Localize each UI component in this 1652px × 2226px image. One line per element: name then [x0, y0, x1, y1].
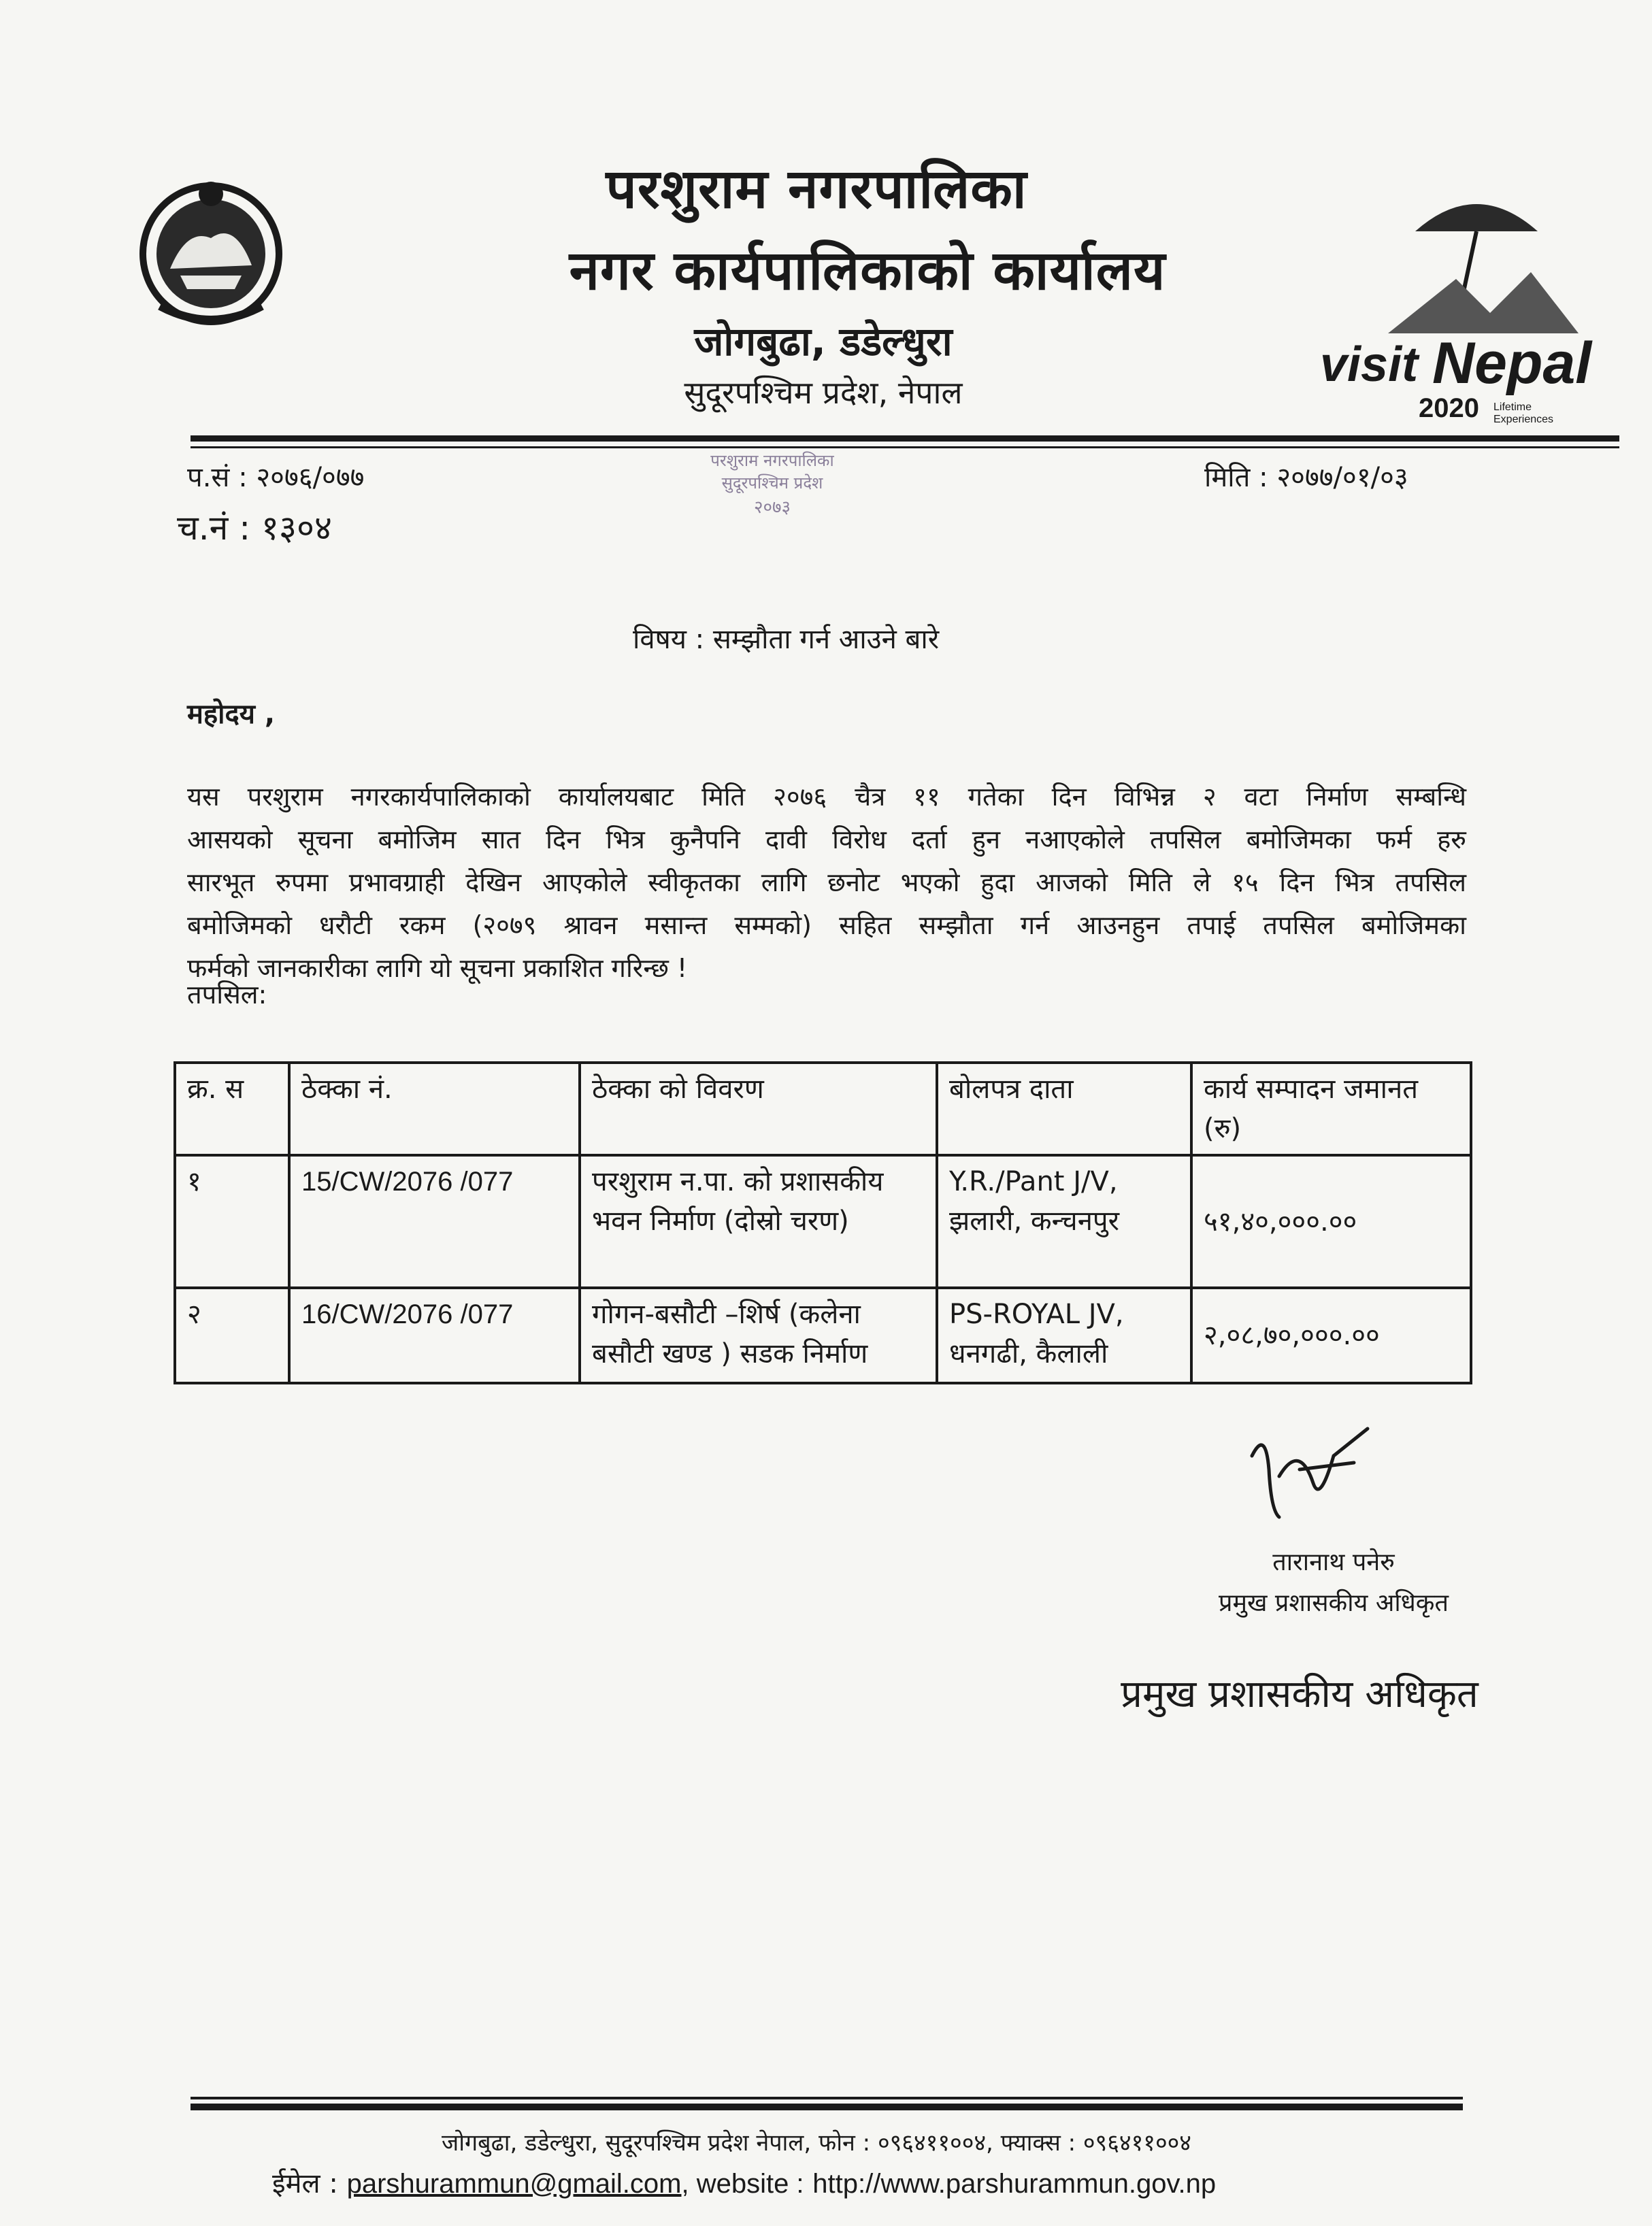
stamp-title: प्रमुख प्रशासकीय अधिकृत: [1121, 1672, 1478, 1716]
header-sn: क्र. स: [175, 1063, 289, 1155]
cell-bidder: PS-ROYAL JV, धनगढी, कैलाली: [937, 1288, 1191, 1383]
office-name: नगर कार्यपालिकाको कार्यालय: [569, 239, 1166, 302]
cell-sn: १: [175, 1155, 289, 1288]
cell-bidder: Y.R./Pant J/V, झलारी, कन्चनपुर: [937, 1155, 1191, 1288]
header-rule: [191, 435, 1619, 442]
logo-tagline: Lifetime Experiences: [1493, 401, 1554, 425]
cell-contract-no: 15/CW/2076 /077: [289, 1155, 580, 1288]
address-line-1: जोगबुढा, डडेल्धुरा: [694, 318, 953, 365]
body-paragraph: [187, 776, 1466, 990]
cell-description: गोगन-बसौटी –शिर्ष (कलेना बसौटी खण्ड ) सडक निर्माण: [580, 1288, 937, 1383]
header-contract-no: ठेक्का नं.: [289, 1063, 580, 1155]
nepal-emblem-icon: [133, 173, 289, 330]
body-line: फर्मको जानकारीका लागि यो सूचना प्रकाशित गरिन्छ !: [187, 953, 688, 983]
footer-contact: [272, 2163, 1388, 2201]
annex-label: तपसिल:: [187, 980, 267, 1010]
letter-date: मिति : २०७७/०१/०३: [1204, 462, 1408, 493]
table-row: [175, 1288, 1471, 1383]
body-line: बमोजिमको धरौटी रकम (२०७९ श्रावन मसान्त सम्मको) सहित सम्झौता गर्न आउनहुन तपाई तपसिल बमोजिमका: [187, 910, 1466, 940]
seal-year: २०७३: [753, 497, 791, 518]
visit-nepal-logo: [1320, 177, 1613, 435]
umbrella-mountain-icon: [1374, 177, 1579, 340]
footer-rule: [191, 2104, 1463, 2110]
fiscal-year: प.सं : २०७६/०७७: [187, 462, 365, 493]
email-label: ईमेल :: [272, 2168, 338, 2199]
table-row: [175, 1155, 1471, 1288]
seal-line-1: परशुराम नगरपालिका: [710, 451, 834, 470]
body-line: यस परशुराम नगरकार्यपालिकाको कार्यालयबाट मिति २०७६ चैत्र ११ गतेका दिन विभिन्न २ वटा निर्माण सम्बन्धि: [187, 782, 1466, 812]
header-rule-thin: [191, 446, 1619, 448]
salutation: महोदय ,: [187, 699, 276, 730]
body-line: सारभूत रुपमा प्रभावग्राही देखिन आएकोले स्वीकृतका लागि छनोट भएको हुदा आजको मिति ले १५ दिन भित्र तपसिल: [187, 867, 1466, 897]
cell-sn: २: [175, 1288, 289, 1383]
cell-amount: ५१,४०,०००.००: [1191, 1155, 1471, 1288]
contract-table: [174, 1061, 1472, 1384]
signature-mark: [1238, 1415, 1374, 1531]
dispatch-number: च.नं : १३०४: [177, 508, 333, 548]
header-bidder: बोलपत्र दाता: [937, 1063, 1191, 1155]
signatory-name: तारानाथ पनेरु: [1272, 1548, 1395, 1576]
website-link[interactable]: http://www.parshurammun.gov.np: [812, 2169, 1217, 2199]
footer-address: जोगबुढा, डडेल्धुरा, सुदूरपश्चिम प्रदेश नेपाल, फोन : ०९६४११००४, फ्याक्स : ०९६४११००४: [441, 2129, 1191, 2157]
footer-rule-thin: [191, 2097, 1463, 2099]
header-amount: कार्य सम्पादन जमानत (रु): [1191, 1063, 1471, 1155]
office-seal: [687, 422, 857, 544]
cell-contract-no: 16/CW/2076 /077: [289, 1288, 580, 1383]
website-label: , website :: [681, 2169, 804, 2199]
logo-year: 2020: [1419, 393, 1479, 423]
signatory-title: प्रमुख प्रशासकीय अधिकृत: [1219, 1589, 1449, 1617]
nepal-word: Nepal: [1432, 331, 1592, 396]
visit-word: visit: [1320, 337, 1419, 392]
header-description: ठेक्का को विवरण: [580, 1063, 937, 1155]
org-name: परशुराम नगरपालिका: [606, 157, 1027, 220]
table-header-row: [175, 1063, 1471, 1155]
address-line-2: सुदूरपश्चिम प्रदेश, नेपाल: [684, 374, 963, 411]
cell-amount: २,०८,७०,०००.००: [1191, 1288, 1471, 1383]
seal-line-2: सुदूरपश्चिम प्रदेश: [721, 474, 823, 493]
subject-line: विषय : सम्झौता गर्न आउने बारे: [633, 624, 940, 655]
cell-description: परशुराम न.पा. को प्रशासकीय भवन निर्माण (दोस्रो चरण): [580, 1155, 937, 1288]
body-line: आसयको सूचना बमोजिम सात दिन भित्र कुनैपनि दावी विरोध दर्ता हुन नआएकोले तपसिल बमोजिमका फर्म हरु: [187, 825, 1466, 854]
email-link[interactable]: parshurammun@gmail.com: [346, 2169, 682, 2199]
